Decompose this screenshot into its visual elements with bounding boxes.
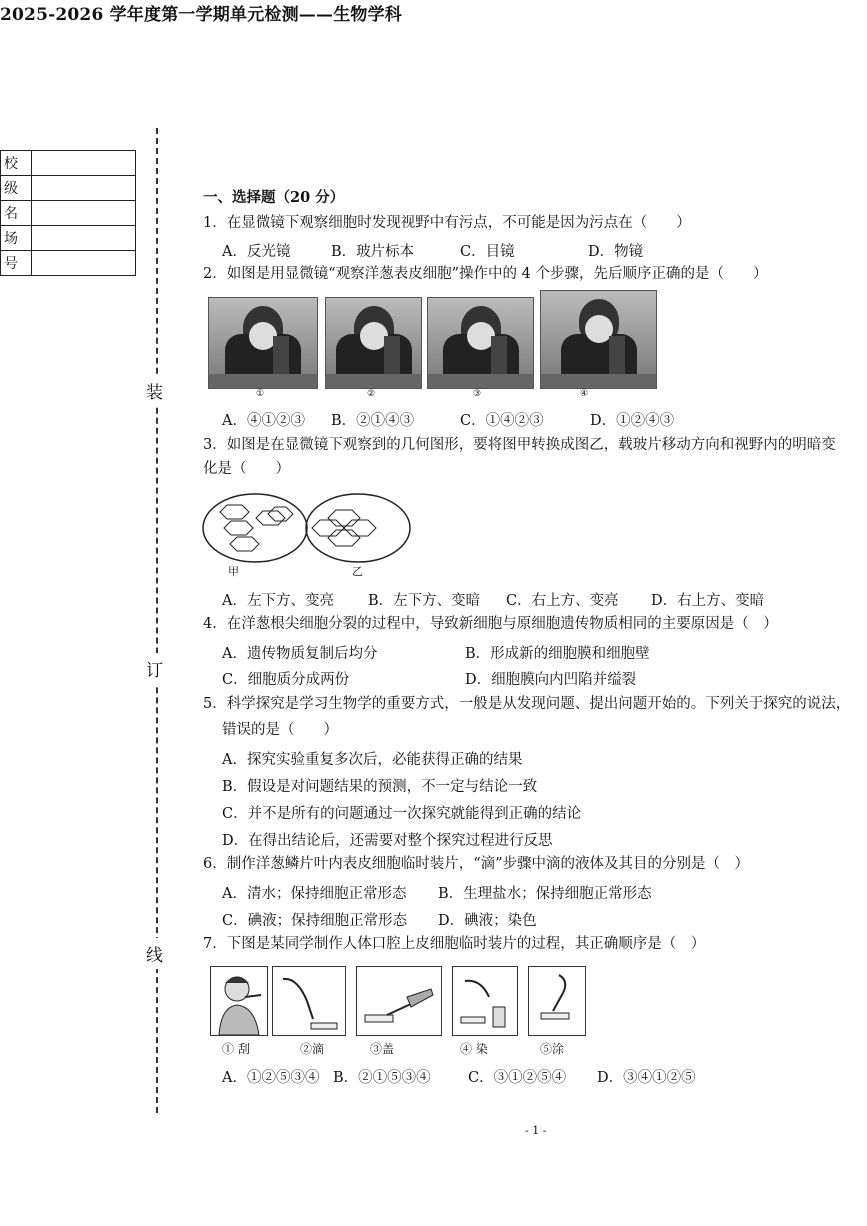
step-label-1: ① 刮	[222, 1042, 250, 1056]
page-title: 2025-2026 学年度第一学期单元检测——生物学科	[0, 5, 403, 25]
question-7-option-d[interactable]: D．③④①②⑤	[597, 1070, 696, 1086]
question-7-option-a[interactable]: A．①②⑤③④	[222, 1070, 320, 1086]
question-7-option-c[interactable]: C．③①②⑤④	[468, 1070, 567, 1086]
question-4-option-a[interactable]: A．遗传物质复制后均分	[222, 646, 378, 662]
info-label-number: 号	[1, 251, 32, 276]
question-3-option-b[interactable]: B．左下方、变暗	[368, 593, 481, 609]
step-label-3: ③盖	[370, 1042, 395, 1056]
info-field-room[interactable]	[32, 226, 136, 251]
figure-label-yi: 乙	[352, 565, 363, 578]
microscope-photo-1	[208, 297, 318, 389]
info-field-number[interactable]	[32, 251, 136, 276]
question-4-option-b[interactable]: B．形成新的细胞膜和细胞壁	[465, 646, 650, 662]
microscope-photo-3	[427, 297, 534, 389]
question-3-stem-line1: 3．如图是在显微镜下观察到的几何图形，要将图甲转换成图乙，载玻片移动方向和视野内的明暗变	[203, 437, 836, 453]
question-5-option-a[interactable]: A．探究实验重复多次后，必能获得正确的结果	[222, 752, 523, 768]
microscope-photo-2	[325, 297, 422, 389]
question-2-option-b[interactable]: B．②①④③	[331, 413, 415, 429]
microscope-photo-4	[540, 290, 657, 389]
step-image-scrape	[210, 966, 268, 1036]
question-7-stem: 7．下图是某同学制作人体口腔上皮细胞临时装片的过程，其正确顺序是（ ）	[203, 936, 706, 952]
question-1-option-b[interactable]: B．玻片标本	[331, 244, 415, 260]
question-6-option-d[interactable]: D．碘液；染色	[438, 913, 537, 929]
question-6-option-b[interactable]: B．生理盐水；保持细胞正常形态	[438, 886, 652, 902]
info-label-class: 级	[1, 176, 32, 201]
photo-label-4: ④	[580, 389, 589, 399]
question-3-option-c[interactable]: C．右上方、变亮	[506, 593, 619, 609]
question-1-option-c[interactable]: C．目镜	[460, 244, 515, 260]
question-3-stem-line2: 化是（ ）	[203, 461, 290, 477]
question-7-option-b[interactable]: B．②①⑤③④	[333, 1070, 431, 1086]
question-6-option-c[interactable]: C．碘液；保持细胞正常形态	[222, 913, 408, 929]
step-image-cover	[356, 966, 442, 1036]
question-5-option-b[interactable]: B．假设是对问题结果的预测，不一定与结论一致	[222, 779, 538, 795]
question-5-stem-line2: 错误的是（ ）	[222, 722, 338, 738]
info-label-room: 场	[1, 226, 32, 251]
binding-mark-xian: 线	[146, 938, 163, 969]
question-2-option-a[interactable]: A．④①②③	[222, 413, 305, 429]
page-number: - 1 -	[525, 1124, 547, 1137]
question-1-option-a[interactable]: A．反光镜	[222, 244, 291, 260]
binding-mark-ding: 订	[146, 653, 163, 684]
step-image-drop	[272, 966, 346, 1036]
student-info-table	[0, 150, 136, 276]
question-1-stem: 1．在显微镜下观察细胞时发现视野中有污点，不可能是因为污点在（ ）	[203, 215, 691, 231]
field-of-view-figure	[200, 490, 420, 570]
question-2-option-d[interactable]: D．①②④③	[590, 413, 675, 429]
question-1-option-d[interactable]: D．物镜	[588, 244, 644, 260]
question-3-option-d[interactable]: D．右上方、变暗	[651, 593, 765, 609]
photo-label-1: ①	[256, 389, 265, 399]
question-5-option-c[interactable]: C．并不是所有的问题通过一次探究就能得到正确的结论	[222, 806, 582, 822]
question-2-stem: 2．如图是用显微镜“观察洋葱表皮细胞”操作中的 4 个步骤，先后顺序正确的是（ ）	[203, 266, 768, 282]
question-6-option-a[interactable]: A．清水；保持细胞正常形态	[222, 886, 407, 902]
figure-label-jia: 甲	[228, 565, 239, 578]
binding-mark-zhuang: 装	[146, 375, 163, 406]
step-label-4: ④ 染	[460, 1042, 488, 1056]
info-label-school: 校	[1, 151, 32, 176]
step-label-2: ②滴	[300, 1042, 325, 1056]
question-5-option-d[interactable]: D．在得出结论后，还需要对整个探究过程进行反思	[222, 833, 553, 849]
question-6-stem: 6．制作洋葱鳞片叶内表皮细胞临时装片，“滴”步骤中滴的液体及其目的分别是（ ）	[203, 856, 750, 872]
info-field-class[interactable]	[32, 176, 136, 201]
info-field-school[interactable]	[32, 151, 136, 176]
photo-label-2: ②	[367, 389, 376, 399]
info-label-name: 名	[1, 201, 32, 226]
photo-label-3: ③	[473, 389, 482, 399]
question-4-option-c[interactable]: C．细胞质分成两份	[222, 672, 350, 688]
section-heading: 一、选择题（20 分）	[203, 189, 345, 206]
step-label-5: ⑤涂	[540, 1042, 565, 1056]
step-image-stain	[452, 966, 518, 1036]
question-3-option-a[interactable]: A．左下方、变亮	[222, 593, 334, 609]
question-4-option-d[interactable]: D．细胞膜向内凹陷并缢裂	[465, 672, 637, 688]
question-4-stem: 4．在洋葱根尖细胞分裂的过程中，导致新细胞与原细胞遗传物质相同的主要原因是（ ）	[203, 616, 778, 632]
question-5-stem-line1: 5．科学探究是学习生物学的重要方式，一般是从发现问题、提出问题开始的。下列关于探究的说法，	[203, 696, 851, 712]
question-2-option-c[interactable]: C．①④②③	[460, 413, 544, 429]
info-field-name[interactable]	[32, 201, 136, 226]
step-image-smear	[528, 966, 586, 1036]
